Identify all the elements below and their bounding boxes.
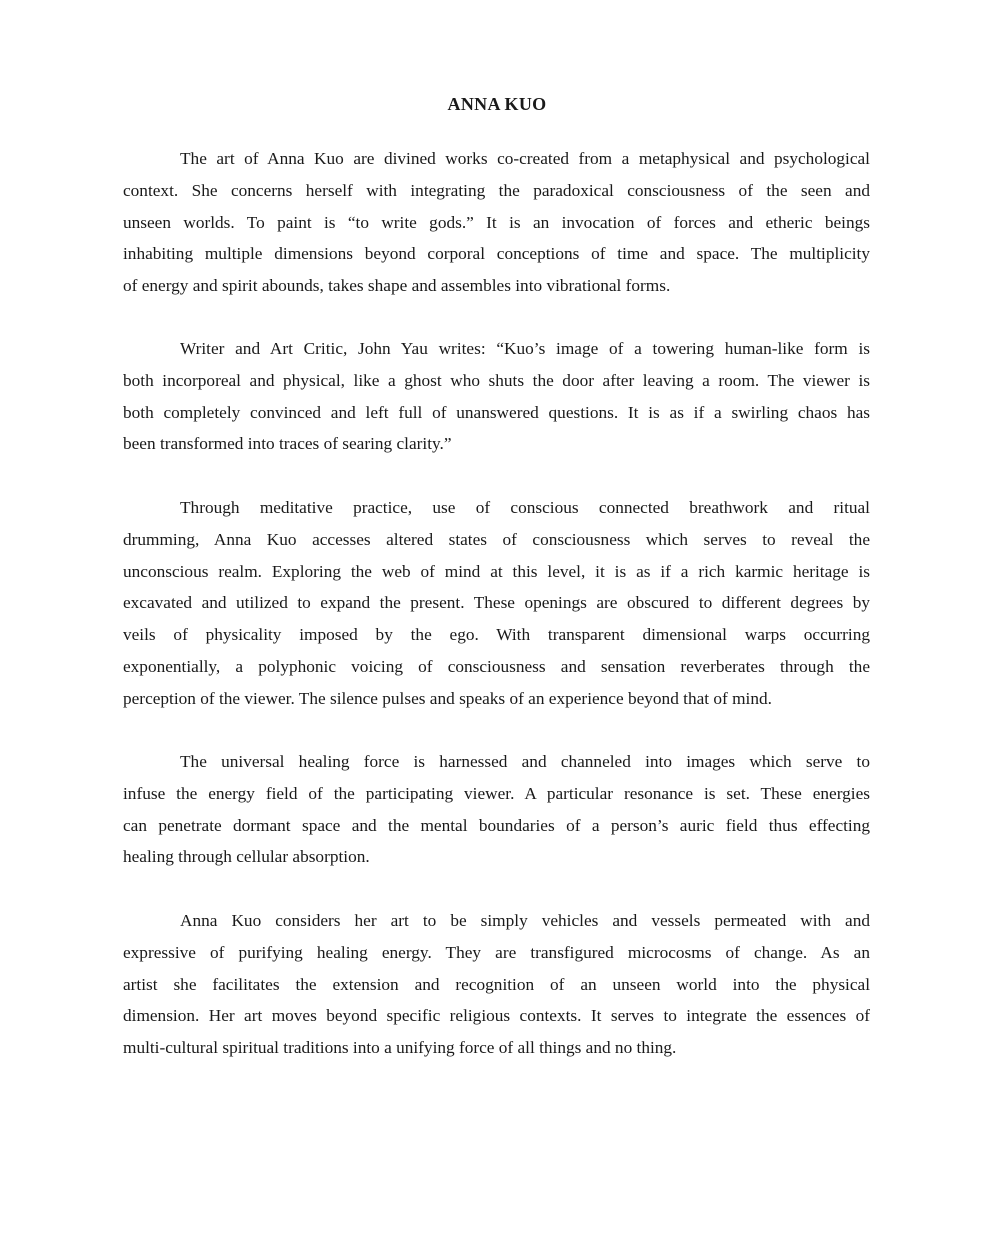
text-line: expressive of purifying healing energy. They are transfigured microcosms of change. As an — [123, 942, 870, 962]
paragraph-2 — [123, 333, 870, 460]
paragraph-4 — [123, 746, 870, 873]
text-line: unconscious realm. Exploring the web of mind at this level, it is as if a rich karmic heritage is — [123, 561, 870, 581]
text-line: Through meditative practice, use of conscious connected breathwork and ritual — [180, 498, 870, 517]
paragraph-3 — [123, 492, 870, 715]
text-line: Anna Kuo considers her art to be simply vehicles and vessels permeated with and — [180, 911, 870, 930]
text-line: inhabiting multiple dimensions beyond corporal conceptions of time and space. The multiplicity — [123, 244, 870, 264]
text-line: infuse the energy field of the participating viewer. A particular resonance is set. These energies — [123, 783, 870, 803]
text-line: both completely convinced and left full of unanswered questions. It is as if a swirling chaos has — [123, 402, 870, 422]
paragraph-1 — [123, 143, 870, 302]
text-line: exponentially, a polyphonic voicing of consciousness and sensation reverberates through the — [123, 656, 870, 676]
text-line: The universal healing force is harnessed and channeled into images which serve to — [180, 752, 870, 771]
text-line: both incorporeal and physical, like a ghost who shuts the door after leaving a room. The viewer is — [123, 370, 870, 390]
paragraph-5 — [123, 905, 870, 1064]
text-line: excavated and utilized to expand the present. These openings are obscured to different degrees by — [123, 593, 870, 613]
text-line: The art of Anna Kuo are divined works co-created from a metaphysical and psychological — [180, 149, 870, 168]
text-line: healing through cellular absorption. — [123, 847, 370, 867]
text-line: Writer and Art Critic, John Yau writes: “Kuo’s image of a towering human-like form is — [180, 339, 870, 358]
document-title: ANNA KUO — [447, 94, 547, 114]
text-line: multi-cultural spiritual traditions into a unifying force of all things and no thing. — [123, 1038, 677, 1058]
text-line: unseen worlds. To paint is “to write gods.” It is an invocation of forces and etheric beings — [123, 212, 870, 232]
text-line: context. She concerns herself with integrating the paradoxical consciousness of the seen and — [123, 180, 870, 200]
text-line: perception of the viewer. The silence pulses and speaks of an experience beyond that of mind. — [123, 688, 772, 708]
text-line: drumming, Anna Kuo accesses altered states of consciousness which serves to reveal the — [123, 529, 870, 549]
text-line: dimension. Her art moves beyond specific religious contexts. It serves to integrate the essences of — [123, 1006, 870, 1026]
text-line: can penetrate dormant space and the mental boundaries of a person’s auric field thus effecting — [123, 815, 870, 835]
text-line: been transformed into traces of searing clarity.” — [123, 434, 452, 454]
text-line: veils of physicality imposed by the ego. With transparent dimensional warps occurring — [123, 625, 870, 645]
text-line: artist she facilitates the extension and recognition of an unseen world into the physical — [123, 974, 870, 994]
text-line: of energy and spirit abounds, takes shape and assembles into vibrational forms. — [123, 276, 671, 296]
